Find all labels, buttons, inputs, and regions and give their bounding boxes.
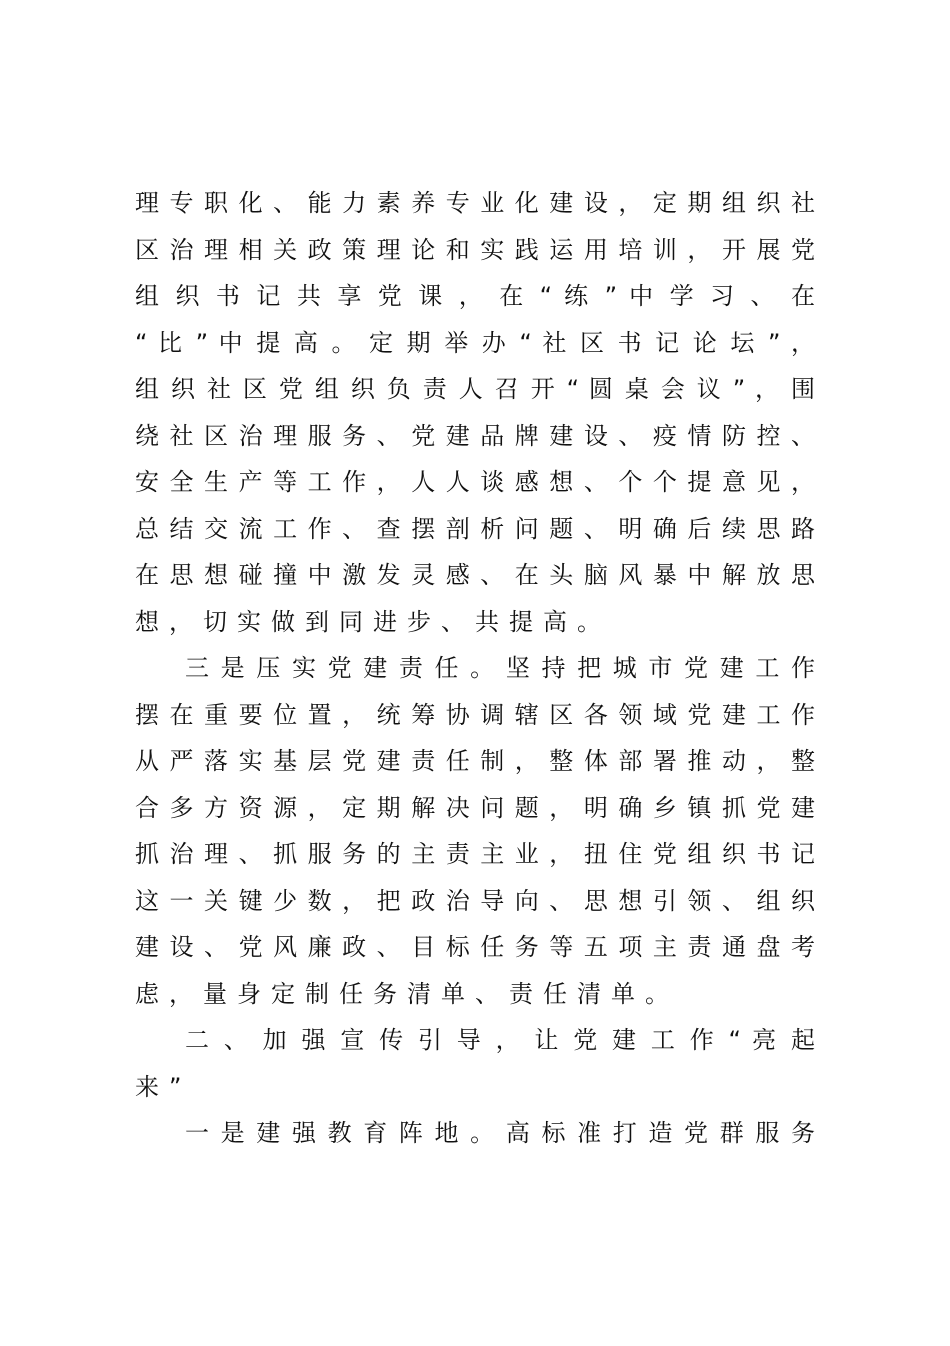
text-line: 区 治 理 相 关 政 策 理 论 和 实 践 运 用 培 训 ， 开 展 党 bbox=[135, 235, 815, 264]
text-line: 这 一 关 键 少 数 ， 把 政 治 导 向 、 思 想 引 领 、 组 织 bbox=[135, 886, 815, 915]
text-line: 合 多 方 资 源 ， 定 期 解 决 问 题 ， 明 确 乡 镇 抓 党 建 bbox=[135, 793, 815, 822]
text-line: 建 设 、 党 风 廉 政 、 目 标 任 务 等 五 项 主 责 通 盘 考 bbox=[135, 933, 815, 961]
paragraph-end-line: 想，切实做到同进步、共提高。 bbox=[135, 607, 611, 636]
paragraph-first-line: 一 是 建 强 教 育 阵 地 。 高 标 准 打 造 党 群 服 务 bbox=[185, 1119, 815, 1147]
text-line: 理 专 职 化 、 能 力 素 养 专 业 化 建 设 ， 定 期 组 织 社 bbox=[135, 189, 815, 217]
text-line: 组 织 社 区 党 组 织 负 责 人 召 开 “ 圆 桌 会 议 ” ， 围 bbox=[135, 375, 815, 403]
text-line: 摆 在 重 要 位 置 ， 统 筹 协 调 辖 区 各 领 域 党 建 工 作 bbox=[135, 700, 815, 729]
text-line: 从 严 落 实 基 层 党 建 责 任 制 ， 整 体 部 署 推 动 ， 整 bbox=[135, 747, 815, 775]
paragraph-first-line: 三 是 压 实 党 建 责 任 。 坚 持 把 城 市 党 建 工 作 bbox=[185, 654, 815, 682]
section-heading-line: 二 、 加 强 宣 传 引 导 ， 让 党 建 工 作 “ 亮 起 bbox=[185, 1026, 815, 1054]
text-line: 抓 治 理 、 抓 服 务 的 主 责 主 业 ， 扭 住 党 组 织 书 记 bbox=[135, 840, 815, 868]
text-line: “ 比 ” 中 提 高 。 定 期 举 办 “ 社 区 书 记 论 坛 ” ， bbox=[135, 328, 815, 357]
body-text bbox=[135, 180, 815, 1157]
text-line: 在 思 想 碰 撞 中 激 发 灵 感 、 在 头 脑 风 暴 中 解 放 思 bbox=[135, 561, 815, 589]
text-line: 绕 社 区 治 理 服 务 、 党 建 品 牌 建 设 、 疫 情 防 控 、 bbox=[135, 421, 815, 450]
text-line: 组 织 书 记 共 享 党 课 ， 在 “ 练 ” 中 学 习 、 在 bbox=[135, 282, 815, 310]
text-line: 安 全 生 产 等 工 作 ， 人 人 谈 感 想 、 个 个 提 意 见 ， bbox=[135, 468, 815, 496]
text-line: 总 结 交 流 工 作 、 查 摆 剖 析 问 题 、 明 确 后 续 思 路 bbox=[135, 514, 815, 543]
paragraph-end-line: 虑，量身定制任务清单、责任清单。 bbox=[135, 979, 679, 1008]
section-heading-end-line: 来” bbox=[135, 1072, 192, 1101]
